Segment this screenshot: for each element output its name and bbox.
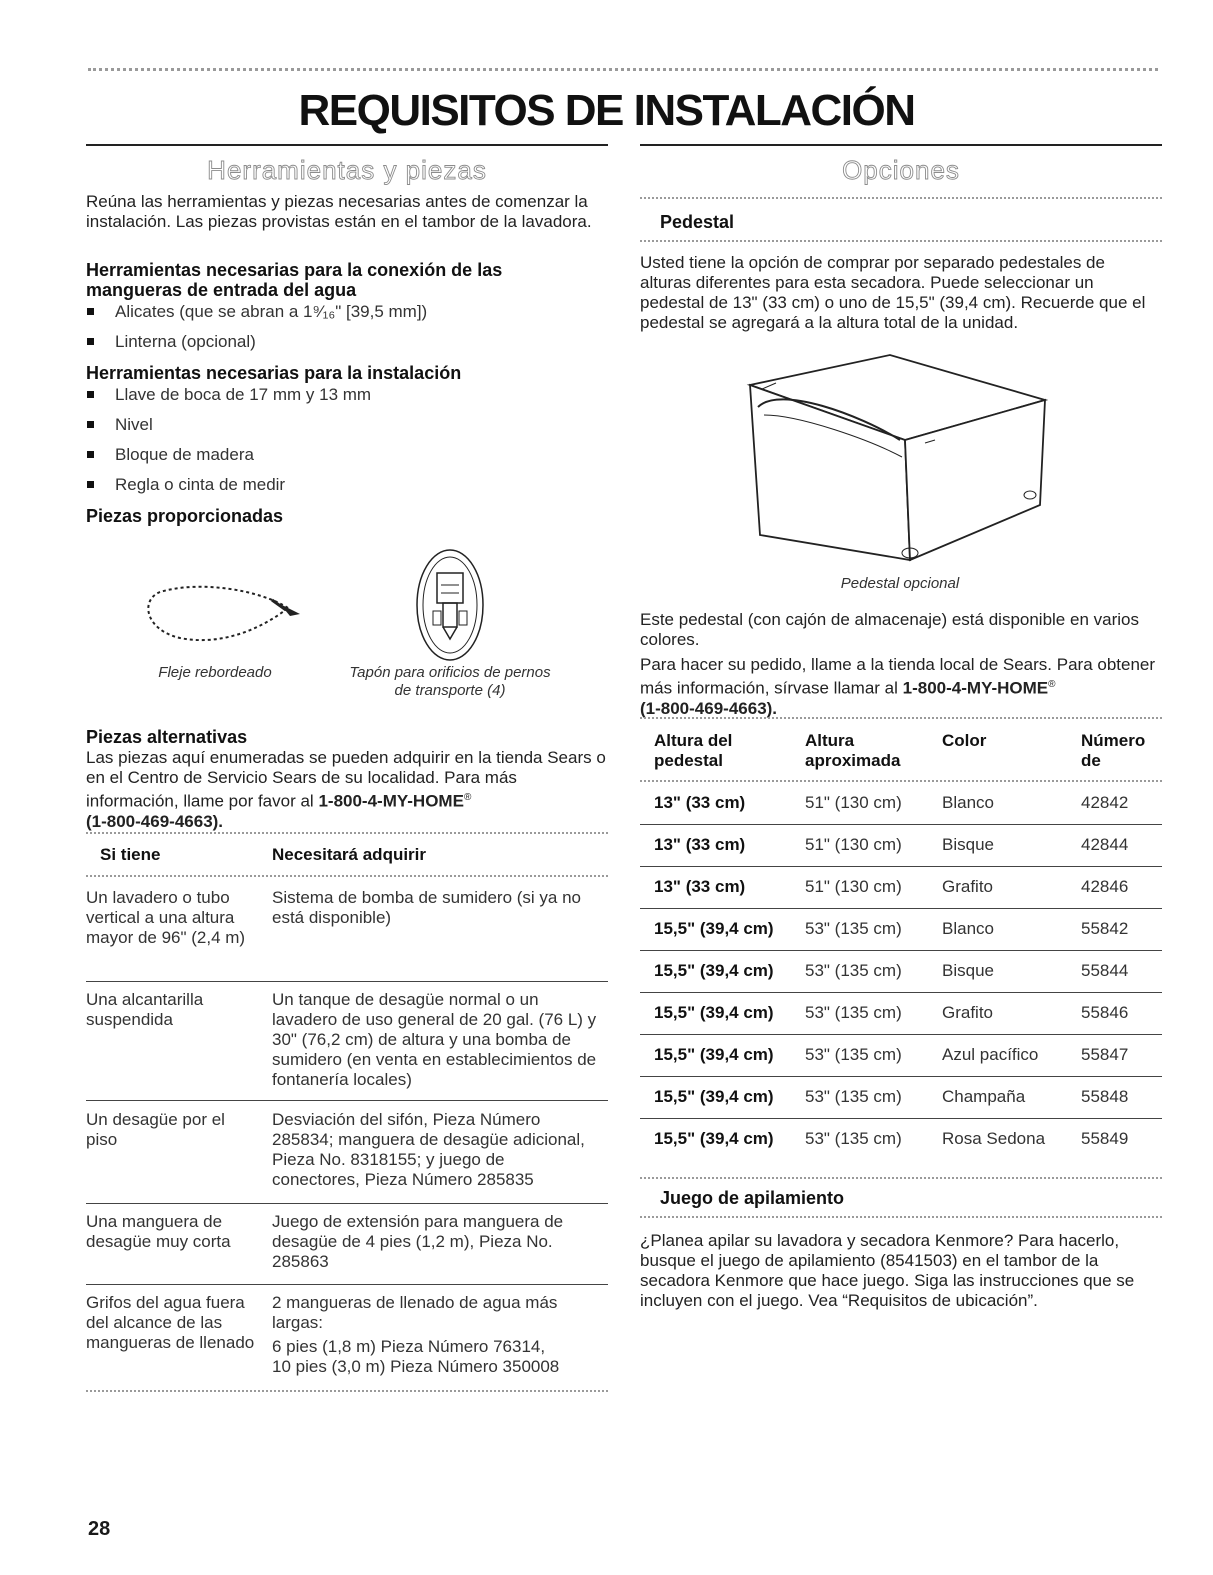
pedestal-table-cell: 53" (135 cm) [805,1003,902,1022]
beaded-strap-illustration [140,570,310,660]
alt-table-header-rule [86,875,608,877]
pedestal-table-cell: 53" (135 cm) [805,1087,902,1106]
alt-table-cell: Grifos del agua fuera del alcance de las mangueras de llenado [86,1293,255,1352]
pedestal-table-cell: 53" (135 cm) [805,1045,902,1064]
pedestal-table-header-rule [640,780,1162,782]
pedestal-table-header: Color [942,731,987,750]
install-tool-item: Bloque de madera [115,445,254,464]
plug-caption: Tapón para orificios de pernos de transporte (4) [349,664,551,699]
stack-text: ¿Planea apilar su lavadora y secadora Kenmore? Para hacerlo, busque el juego de apilamiento (8541503) en el tambor de la secadora Kenmore que hace juego. Siga las instrucciones que se incluyen con el juego. Vea “Requisitos de ubicación”. [640,1231,1135,1310]
right-heading-rule [640,144,1162,146]
pedestal-table-cell: 55846 [1081,1003,1129,1022]
pedestal-table-cell: 51" (130 cm) [805,877,902,896]
alt-table-row-rule [86,1203,608,1204]
alt-phone-number: (1-800-469-4663). [86,811,224,831]
stack-heading: Juego de apilamiento [660,1188,845,1208]
alt-phone: 1-800-4-MY-HOME [318,791,464,811]
pedestal-table-cell: Azul pacífico [942,1045,1039,1064]
pedestal-table-cell: 15,5" (39,4 cm) [654,1003,774,1022]
pedestal-table-cell: Bisque [942,835,994,854]
pedestal-table-header: Número de [1081,731,1146,770]
alt-table-cell: Un desagüe por el piso [86,1110,225,1149]
pedestal-table-cell: Grafito [942,1003,994,1022]
alt-table-cell-extra: 10 pies (3,0 m) Pieza Número 350008 [272,1357,560,1376]
pedestal-bottom-rule [640,240,1162,242]
registered-mark: ® [463,792,472,803]
pedestal-table-cell: 42844 [1081,835,1129,854]
pedestal-table-row-rule [640,908,1162,909]
top-divider [88,68,1158,71]
pedestal-table-cell: 42846 [1081,877,1129,896]
order-phone: 1-800-4-MY-HOME [902,678,1049,698]
alt-table-row-rule [86,981,608,982]
pedestal-table-cell: Rosa Sedona [942,1129,1046,1148]
alt-table-cell: Desviación del sifón, Pieza Número 285834; manguera de desagüe adicional, Pieza No. 8318155; y juego de conectores, Pieza Número 285835 [272,1110,585,1189]
pedestal-table-cell: Champaña [942,1087,1026,1106]
pedestal-table-cell: 53" (135 cm) [805,919,902,938]
pedestal-table-row-rule [640,824,1162,825]
install-tool-item: Regla o cinta de medir [115,475,286,494]
order-phone-number: (1-800-469-4663). [640,698,778,718]
pedestal-table-cell: 42842 [1081,793,1129,812]
install-tool-item: Nivel [115,415,153,434]
alt-table-cell: Una manguera de desagüe muy corta [86,1212,231,1251]
pedestal-table-cell: 13" (33 cm) [654,793,746,812]
pedestal-table-cell: 15,5" (39,4 cm) [654,1045,774,1064]
pedestal-table-cell: Blanco [942,919,994,938]
alt-parts-text [86,748,606,832]
page-title: REQUISITOS DE INSTALACIÓN [298,86,915,135]
pedestal-table-header: Altura del pedestal [654,731,733,770]
bolt-plug-illustration [405,545,495,665]
alt-table-bottom [86,1390,608,1392]
pedestal-table-cell: 15,5" (39,4 cm) [654,961,774,980]
pedestal-table-cell: 15,5" (39,4 cm) [654,1087,774,1106]
install-tool-item: Llave de boca de 17 mm y 13 mm [115,385,372,404]
pedestal-illustration [740,345,1060,575]
alt-parts-body: Las piezas aquí enumeradas se pueden adquirir en la tienda Sears o en el Centro de Servicio Sears de su localidad. Para más información, llame por favor al [86,748,606,811]
alt-table-top [86,832,608,834]
alt-table-cell: Sistema de bomba de sumidero (si ya no está disponible) [272,888,581,927]
pedestal-heading: Pedestal [660,212,735,232]
tools-intro: Reúna las herramientas y piezas necesarias antes de comenzar la instalación. Las piezas provistas están en el tambor de la lavadora. [86,192,592,231]
pedestal-table-cell: 55847 [1081,1045,1129,1064]
order-text [640,655,1160,719]
pedestal-table-row-rule [640,992,1162,993]
alt-table-cell: Un tanque de desagüe normal o un lavadero de uso general de 20 gal. (76 L) y 30" (76,2 cm) de altura y una bomba de sumidero (en venta en establecimientos de fontanería locales) [272,990,597,1089]
stack-top-rule [640,1177,1162,1179]
parts-heading: Piezas proporcionadas [86,506,284,526]
pedestal-table-cell: Grafito [942,877,994,896]
water-tools-heading: Herramientas necesarias para la conexión de las mangueras de entrada del agua [86,260,503,300]
alt-table-header-have: Si tiene [100,845,161,864]
pedestal-table-top [640,717,1162,719]
options-heading: Opciones [842,155,960,185]
pedestal-table-cell: Blanco [942,793,994,812]
pedestal-table-row-rule [640,1076,1162,1077]
colors-text: Este pedestal (con cajón de almacenaje) está disponible en varios colores. [640,610,1139,649]
pedestal-table-cell: 15,5" (39,4 cm) [654,919,774,938]
pedestal-table-cell: 53" (135 cm) [805,961,902,980]
page-number: 28 [88,1518,111,1540]
pedestal-table-cell: 51" (130 cm) [805,793,902,812]
alt-table-cell-extra: 6 pies (1,8 m) Pieza Número 76314, [272,1337,546,1356]
alt-table-cell: Una alcantarilla suspendida [86,990,204,1029]
pedestal-table-cell: 55849 [1081,1129,1129,1148]
water-tool-item: Linterna (opcional) [115,332,256,351]
stack-bottom-rule [640,1216,1162,1218]
pedestal-table-cell: 15,5" (39,4 cm) [654,1129,774,1148]
alt-table-row-rule [86,1284,608,1285]
pedestal-table-row-rule [640,1034,1162,1035]
pedestal-table-cell: 55844 [1081,961,1129,980]
pedestal-text: Usted tiene la opción de comprar por separado pedestales de alturas diferentes para esta secadora. Puede seleccionar un pedestal de 13" (33 cm) o uno de 15,5" (39,4 cm). Recuerde que el pedestal se agregará a la altura total de la unidad. [640,253,1146,332]
pedestal-table-row-rule [640,866,1162,867]
registered-mark: ® [1048,679,1056,690]
strap-caption: Fleje rebordeado [158,664,272,681]
alt-parts-heading: Piezas alternativas [86,727,248,747]
pedestal-table-cell: 55842 [1081,919,1129,938]
water-tool-item: Alicates (que se abran a 1⁹⁄₁₆" [39,5 mm]) [115,302,428,321]
alt-table-row-rule [86,1100,608,1101]
pedestal-table-row-rule [640,950,1162,951]
alt-table-header-need: Necesitará adquirir [272,845,427,864]
alt-table-cell: Juego de extensión para manguera de desagüe de 4 pies (1,2 m), Pieza No. 285863 [272,1212,564,1271]
pedestal-table-cell: 51" (130 cm) [805,835,902,854]
pedestal-table-header: Altura aproximada [805,731,901,770]
pedestal-table-cell: 13" (33 cm) [654,877,746,896]
alt-table-cell: Un lavadero o tubo vertical a una altura mayor de 96" (2,4 m) [86,888,246,947]
pedestal-table-cell: 55848 [1081,1087,1129,1106]
pedestal-table-cell: Bisque [942,961,994,980]
alt-table-cell: 2 mangueras de llenado de agua más largas: [272,1293,558,1332]
pedestal-caption: Pedestal opcional [840,575,960,592]
pedestal-table-cell: 13" (33 cm) [654,835,746,854]
tools-heading: Herramientas y piezas [207,155,487,185]
order-body: Para hacer su pedido, llame a la tienda local de Sears. Para obtener más información, sírvase llamar al [640,655,1156,698]
pedestal-top-rule [640,197,1162,199]
pedestal-table-cell: 53" (135 cm) [805,1129,902,1148]
pedestal-table-row-rule [640,1118,1162,1119]
install-tools-heading: Herramientas necesarias para la instalación [86,363,462,383]
left-heading-rule [86,144,608,146]
